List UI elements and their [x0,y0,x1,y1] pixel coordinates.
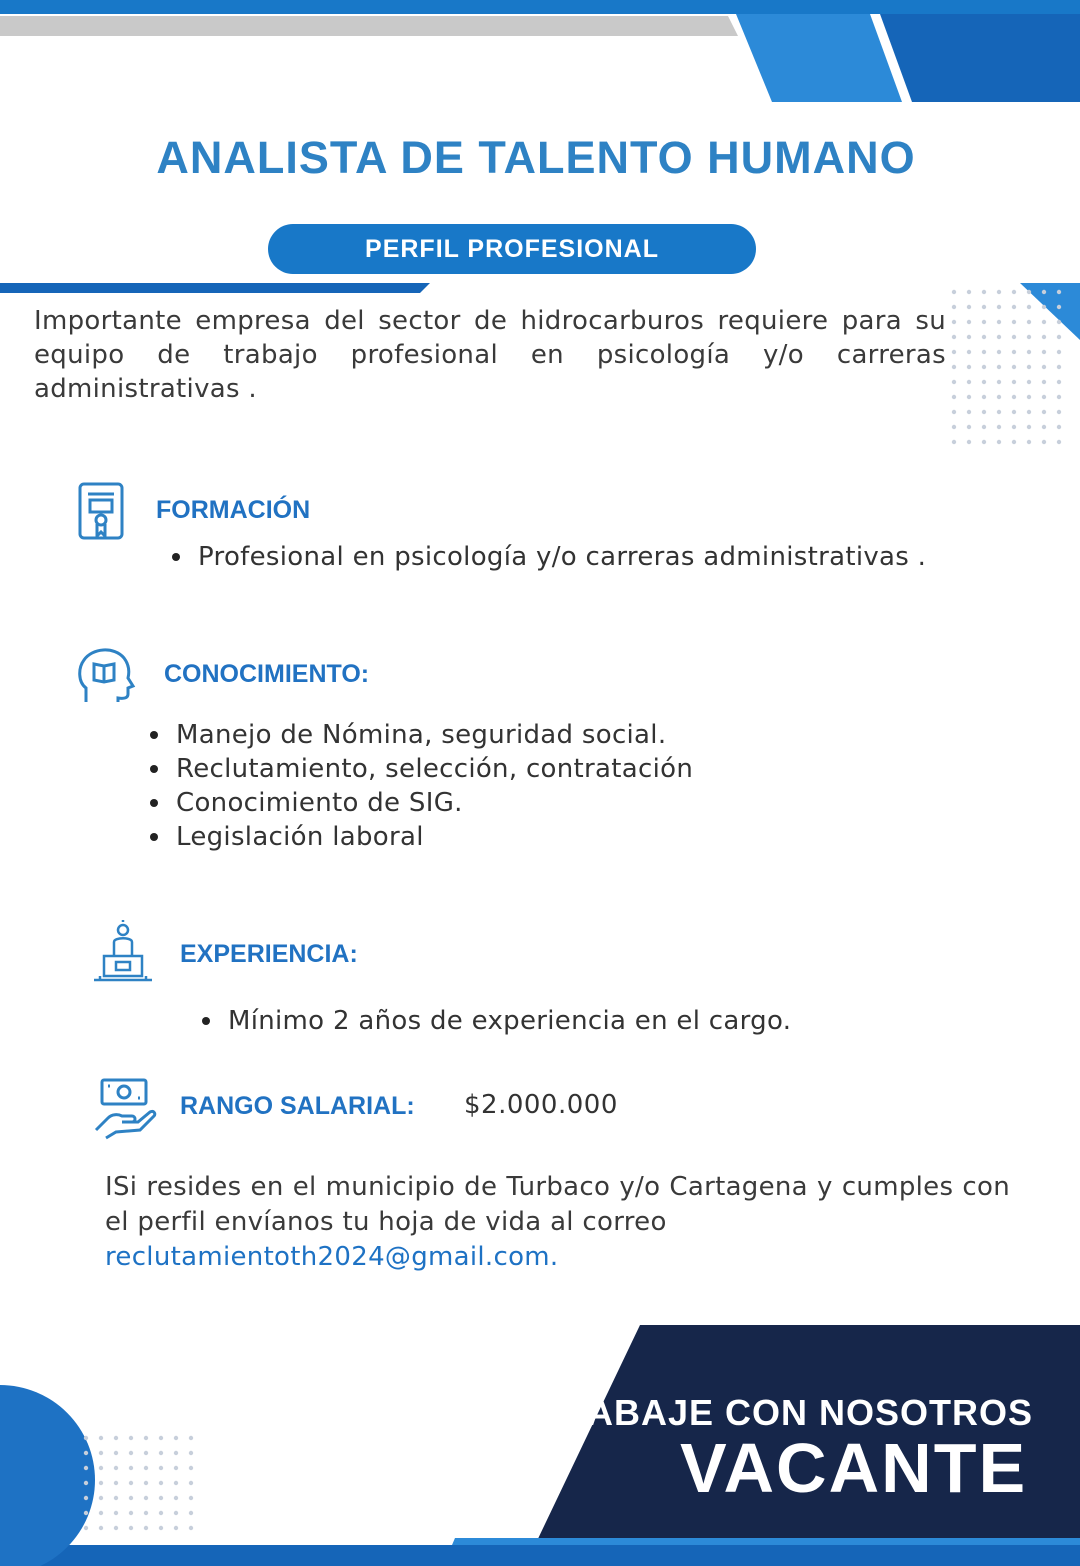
dot [1042,350,1046,354]
dot [129,1466,133,1470]
dot [952,350,956,354]
dot [997,440,1001,444]
dot [997,425,1001,429]
dot [1012,440,1016,444]
dot [1027,395,1031,399]
dot [144,1496,148,1500]
dot [952,305,956,309]
dot [189,1526,193,1530]
dot [1057,410,1061,414]
conocimiento-list [148,718,848,854]
top-blue-strip [0,0,1080,14]
dot [982,365,986,369]
dot [1057,425,1061,429]
dot [99,1466,103,1470]
top-right-shape-dark [880,14,1080,102]
dot [952,425,956,429]
dot [174,1481,178,1485]
dot [144,1481,148,1485]
dot [1012,305,1016,309]
profile-pill [268,224,756,274]
dot [997,410,1001,414]
dot [99,1526,103,1530]
dot [1027,305,1031,309]
dot [129,1451,133,1455]
dot [129,1526,133,1530]
dot [997,395,1001,399]
dot [967,335,971,339]
dot [1042,380,1046,384]
bottom-blue-strip [0,1545,1080,1566]
list-item: Reclutamiento, selección, contratación [148,752,848,786]
dot [982,305,986,309]
dot [159,1526,163,1530]
formacion-list [170,540,990,574]
dot [189,1496,193,1500]
dot [1042,320,1046,324]
closing-paragraph [105,1170,1010,1275]
dot [952,410,956,414]
dot [967,305,971,309]
dot [967,395,971,399]
dot [1027,335,1031,339]
bottom-left-circle [0,1385,95,1566]
banner-title: VACANTE [680,1429,1028,1507]
dot [1057,350,1061,354]
dot [997,380,1001,384]
dot [84,1526,88,1530]
dot [1027,380,1031,384]
dot [1057,335,1061,339]
dot [997,350,1001,354]
money-hand-icon [92,1076,158,1142]
dot [982,380,986,384]
dot [159,1466,163,1470]
dot [952,320,956,324]
dot [189,1481,193,1485]
experiencia-title: EXPERIENCIA: [180,940,358,968]
dot [99,1451,103,1455]
dot [1012,410,1016,414]
dot [1027,410,1031,414]
dot [84,1496,88,1500]
dot [174,1496,178,1500]
dot [1042,365,1046,369]
dot [1057,365,1061,369]
dot [1012,290,1016,294]
dot [1027,350,1031,354]
dot [1012,425,1016,429]
dot [1042,425,1046,429]
dot [1042,410,1046,414]
dot [967,320,971,324]
dot [129,1436,133,1440]
dot [114,1511,118,1515]
dot [982,410,986,414]
dot [144,1451,148,1455]
salary-value: $2.000.000 [464,1090,618,1120]
dot [114,1436,118,1440]
dot [967,410,971,414]
intro-paragraph: Importante empresa del sector de hidrocarburos requiere para su equipo de trabajo profesional en psicología y/o carreras administrativas . [34,306,946,404]
experiencia-list [200,1004,920,1038]
salario-title: RANGO SALARIAL: [180,1092,415,1120]
dot [114,1526,118,1530]
dot [1012,350,1016,354]
dot [84,1481,88,1485]
dot [189,1451,193,1455]
dot [1027,365,1031,369]
dot [997,335,1001,339]
dot [144,1526,148,1530]
dot [952,290,956,294]
contact-email[interactable]: reclutamientoth2024@gmail.com. [105,1242,559,1272]
dot [1042,395,1046,399]
dot [952,335,956,339]
dot [982,335,986,339]
profile-pill-label: PERFIL PROFESIONAL [365,234,659,263]
worker-desk-icon [90,920,156,986]
dot [1012,395,1016,399]
dot [159,1511,163,1515]
dot [114,1466,118,1470]
top-gray-bar [0,16,738,36]
dot [189,1511,193,1515]
dot [1012,380,1016,384]
job-title: ANALISTA DE TALENTO HUMANO [156,132,916,183]
dot [1042,305,1046,309]
dot [174,1466,178,1470]
dot [982,290,986,294]
dot [129,1511,133,1515]
dot [997,320,1001,324]
closing-text: ISi resides en el municipio de Turbaco y/o Cartagena y cumples con el perfil envíanos tu hoja de vida al correo [105,1172,1010,1237]
dot [99,1481,103,1485]
dot [99,1496,103,1500]
dot [967,440,971,444]
list-item: Profesional en psicología y/o carreras administrativas . [170,540,990,574]
dot [1057,380,1061,384]
list-item: Mínimo 2 años de experiencia en el cargo. [200,1004,920,1038]
dot [159,1451,163,1455]
dot [967,350,971,354]
dot-grid-left [84,1436,193,1530]
dot [114,1481,118,1485]
dot [129,1481,133,1485]
dot [1042,335,1046,339]
dot [982,440,986,444]
dot [114,1451,118,1455]
dot [1057,290,1061,294]
list-item: Conocimiento de SIG. [148,786,848,820]
dot [144,1436,148,1440]
dot [1027,425,1031,429]
dot [114,1496,118,1500]
dot [84,1511,88,1515]
list-item: Manejo de Nómina, seguridad social. [148,718,848,752]
divider-bar [0,283,430,293]
dot [174,1511,178,1515]
dot [174,1451,178,1455]
dot [982,350,986,354]
dot [159,1481,163,1485]
dot [1012,365,1016,369]
dot [84,1436,88,1440]
dot [1057,320,1061,324]
dot [1057,395,1061,399]
formacion-title: FORMACIÓN [156,496,311,524]
dot [982,425,986,429]
dot-grid-right [952,290,1061,444]
dot [84,1466,88,1470]
dot [997,365,1001,369]
dot [967,290,971,294]
diploma-icon [74,480,128,544]
head-book-icon [74,644,136,708]
dot [144,1466,148,1470]
dot [1012,335,1016,339]
top-right-shape-light [736,14,902,102]
dot [99,1436,103,1440]
dot [174,1526,178,1530]
dot [144,1511,148,1515]
dot [99,1511,103,1515]
dot [129,1496,133,1500]
dot [982,320,986,324]
dot [967,365,971,369]
dot [1042,290,1046,294]
dot [982,395,986,399]
dot [997,290,1001,294]
banner-subtitle: TRABAJE CON NOSOTROS [537,1392,1034,1433]
dot [952,395,956,399]
dot [967,380,971,384]
dot [174,1436,178,1440]
dot [159,1436,163,1440]
dot [1057,305,1061,309]
dot [1027,290,1031,294]
dot [1057,440,1061,444]
dot [159,1496,163,1500]
dot [952,380,956,384]
dot [1027,320,1031,324]
bottom-light-strip [452,1538,1080,1545]
dot [997,305,1001,309]
dot [189,1466,193,1470]
dot [1012,320,1016,324]
dot [189,1436,193,1440]
list-item: Legislación laboral [148,820,848,854]
dot [967,425,971,429]
dot [84,1451,88,1455]
dot [1027,440,1031,444]
dot [952,365,956,369]
dot [1042,440,1046,444]
dot [952,440,956,444]
conocimiento-title: CONOCIMIENTO: [164,660,370,688]
